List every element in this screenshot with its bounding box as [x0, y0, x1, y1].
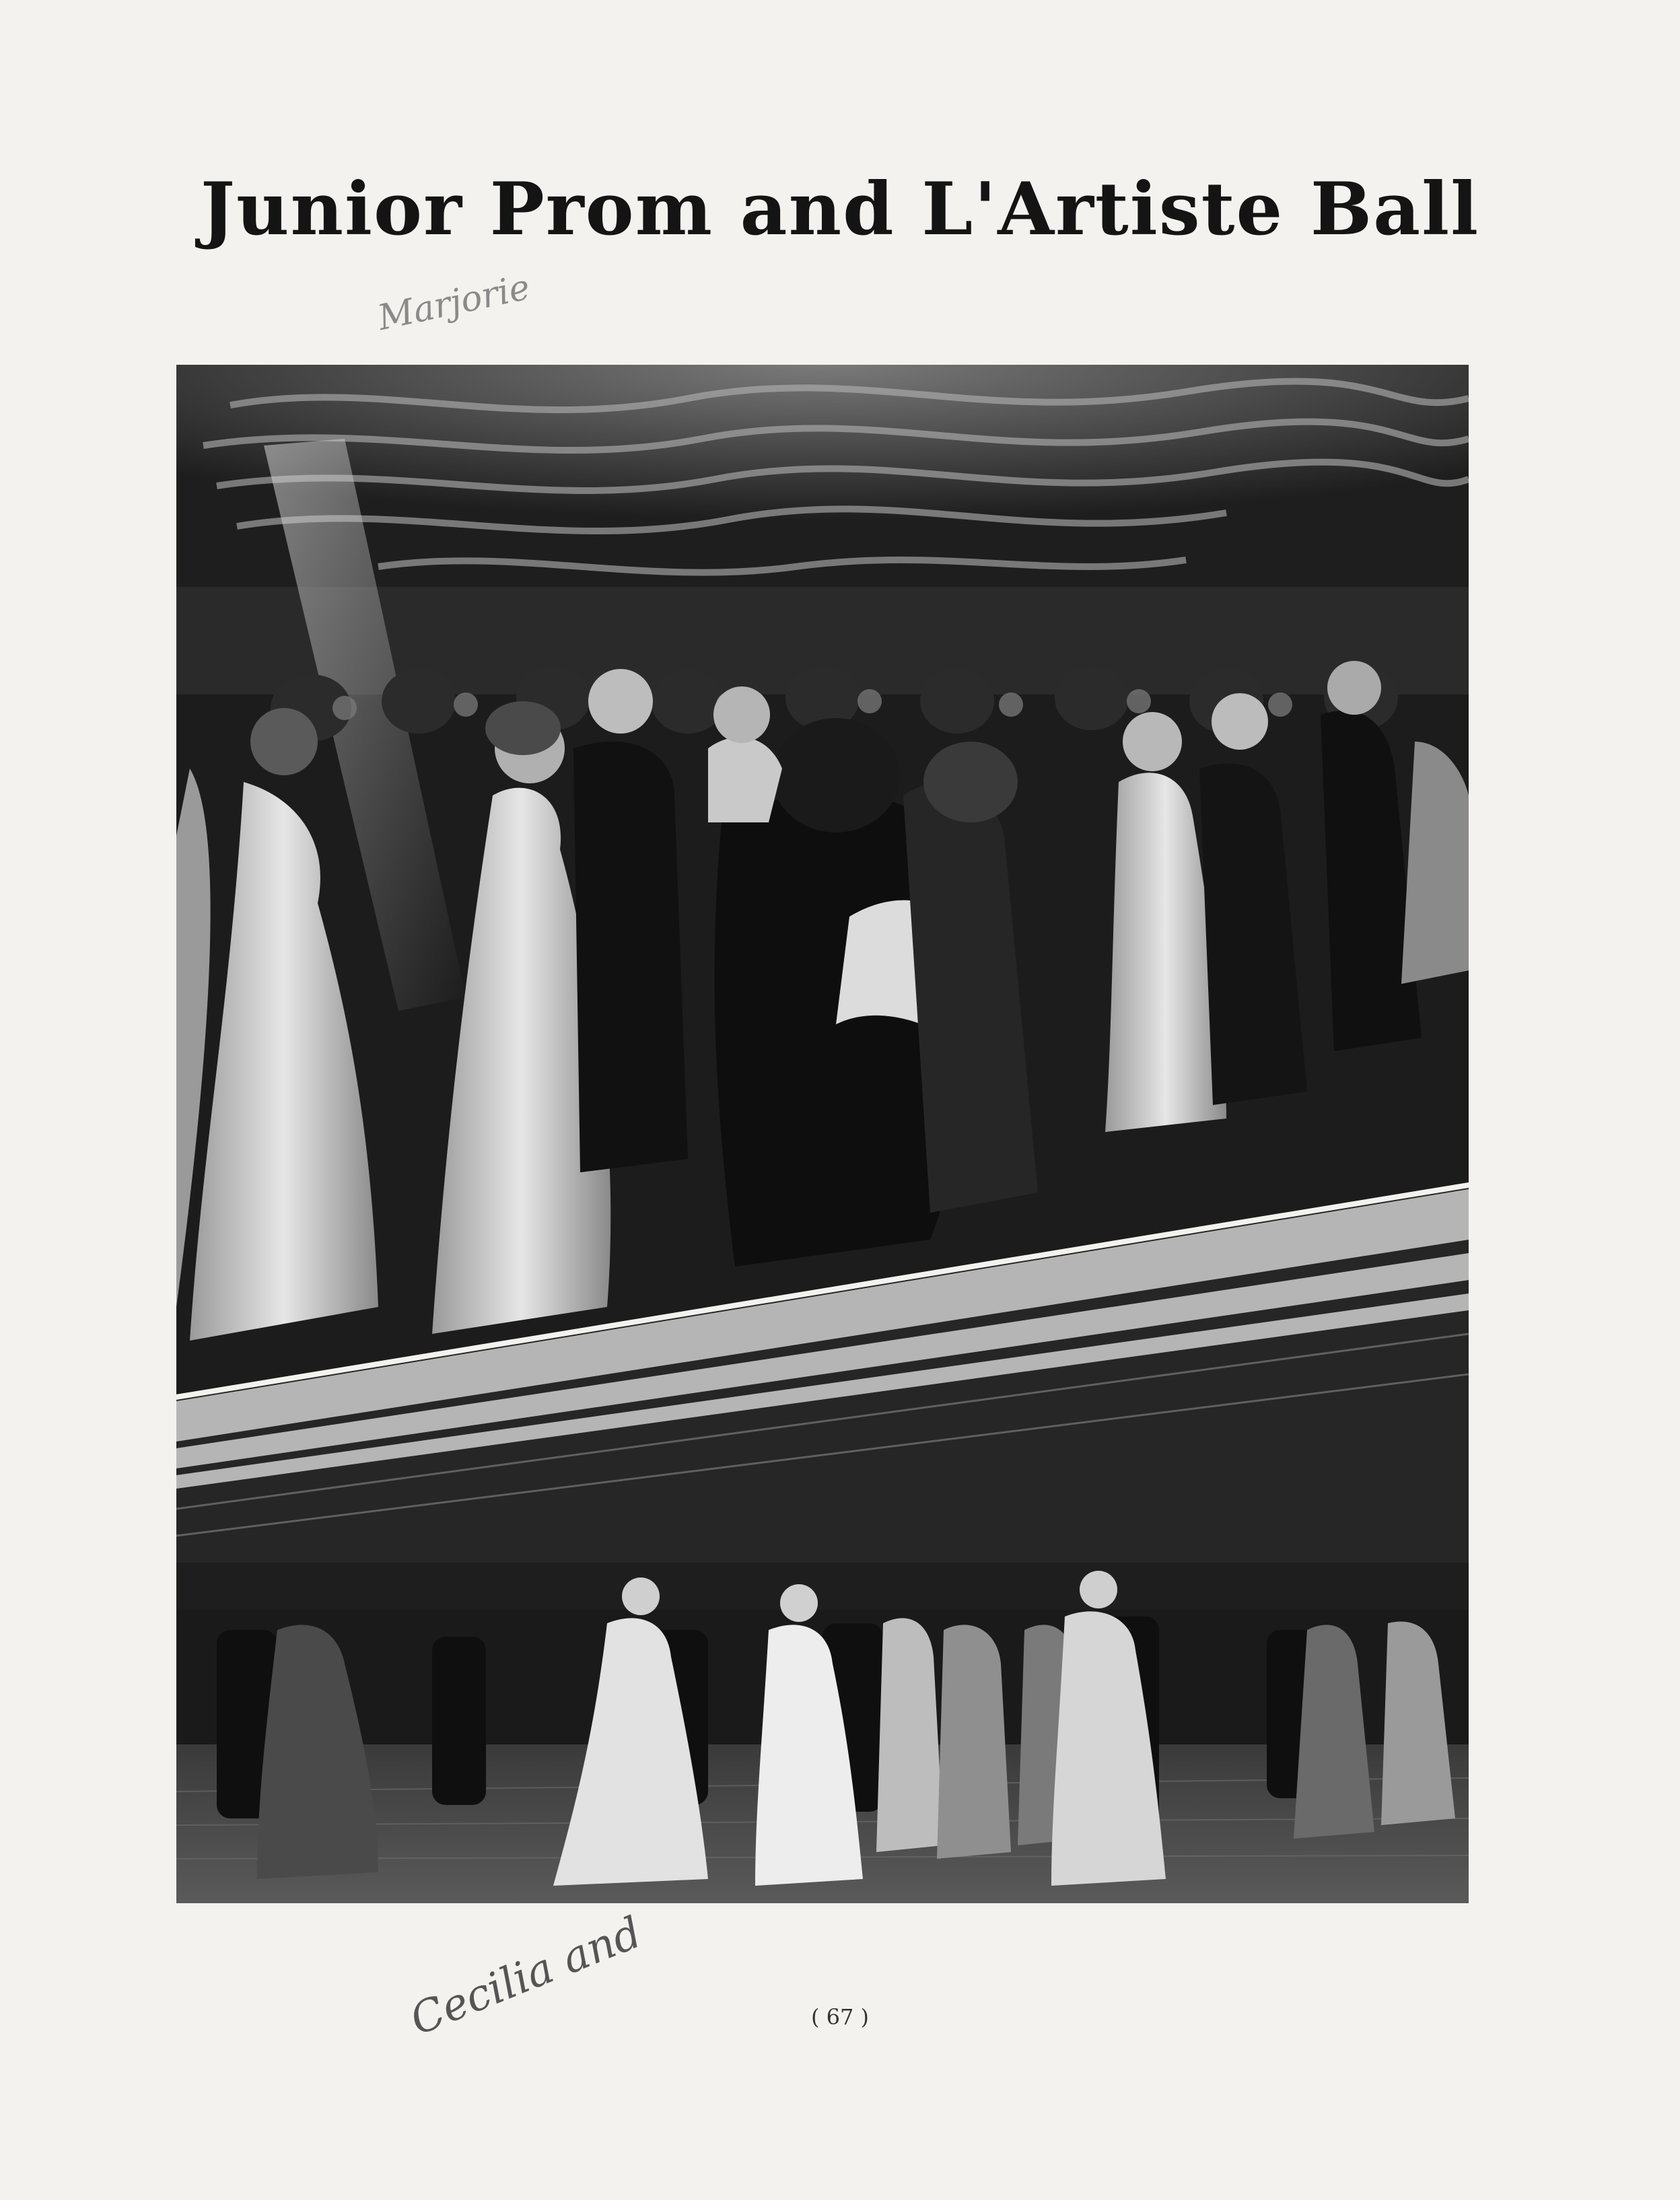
page-title: Junior Prom and L'Artiste Ball	[200, 167, 1480, 252]
page-number: ( 67 )	[810, 2004, 870, 2030]
pencil-annotation-bottom: Cecilia and	[403, 1907, 649, 2046]
pencil-annotation-top: Marjorie	[374, 267, 534, 339]
photo-collage	[176, 365, 1469, 1903]
